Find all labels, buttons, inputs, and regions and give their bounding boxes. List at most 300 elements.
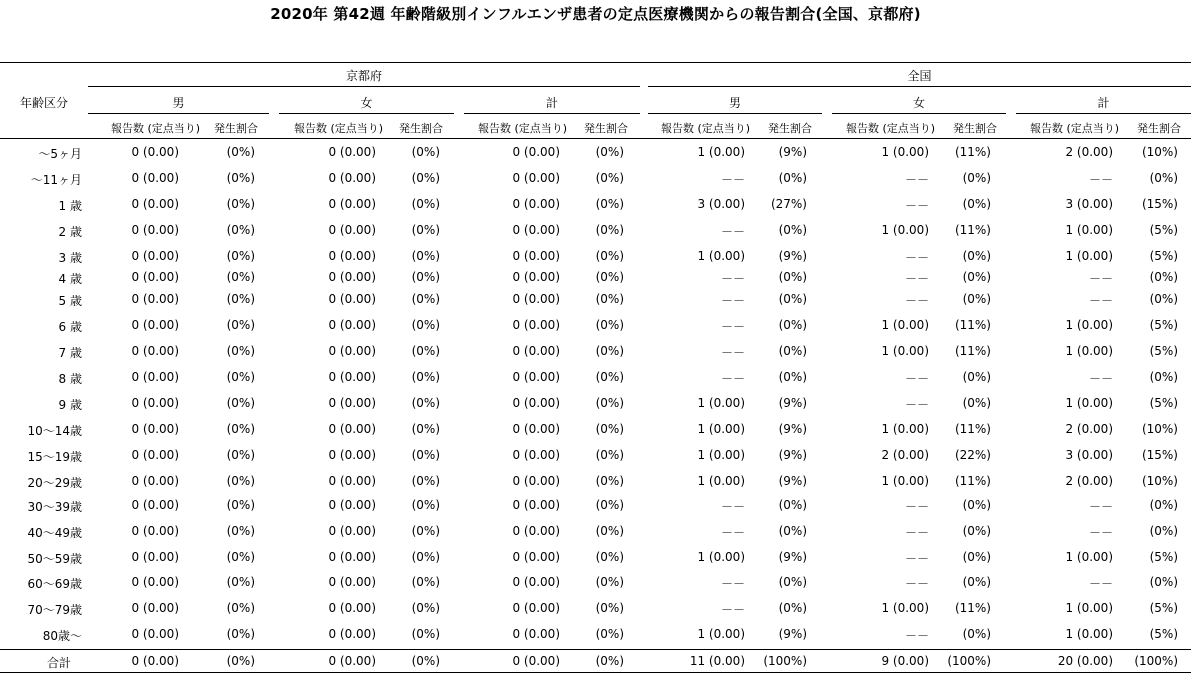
rate-header: 発生割合 (399, 122, 443, 135)
report-count-cell: －－ (720, 500, 745, 514)
rate-cell: (0%) (226, 448, 255, 462)
rate-cell: (0%) (226, 474, 255, 488)
report-count-cell: 0 (0.00) (512, 197, 560, 211)
rate-cell: (0%) (962, 249, 991, 263)
region-rule-kyoto (88, 86, 640, 87)
report-count-cell: －－ (720, 173, 745, 187)
rate-cell: (100%) (947, 654, 991, 668)
report-count-cell: 0 (0.00) (328, 370, 376, 384)
age-group-label: 70～79歳 (27, 603, 82, 617)
report-count-cell: 0 (0.00) (131, 601, 179, 615)
report-count-cell: 1 (0.00) (1065, 550, 1113, 564)
age-group-label: 7 歳 (58, 346, 82, 360)
sex-rule-kyoto-total (464, 113, 640, 114)
report-count-cell: －－ (904, 629, 929, 643)
rate-cell: (11%) (954, 344, 991, 358)
age-group-label: 30～39歳 (27, 500, 82, 514)
report-count-header: 報告数 (定点当り) (294, 122, 384, 135)
rate-cell: (9%) (778, 627, 807, 641)
report-count-cell: －－ (904, 398, 929, 412)
report-count-cell: 2 (0.00) (1065, 474, 1113, 488)
report-count-cell: －－ (720, 294, 745, 308)
report-count-cell: 0 (0.00) (512, 498, 560, 512)
rate-cell: (0%) (778, 370, 807, 384)
header-bottom-rule (0, 138, 1191, 139)
rate-cell: (0%) (411, 498, 440, 512)
rate-cell: (0%) (778, 318, 807, 332)
report-count-cell: 1 (0.00) (1065, 318, 1113, 332)
report-count-cell: 1 (0.00) (1065, 223, 1113, 237)
report-count-cell: 0 (0.00) (131, 654, 179, 668)
report-count-cell: 0 (0.00) (328, 145, 376, 159)
report-count-cell: －－ (904, 577, 929, 591)
rate-cell: (0%) (226, 396, 255, 410)
report-count-cell: －－ (1088, 272, 1113, 286)
rate-cell: (0%) (595, 422, 624, 436)
rate-cell: (0%) (962, 396, 991, 410)
rate-cell: (0%) (226, 344, 255, 358)
rate-cell: (5%) (1149, 249, 1178, 263)
report-count-cell: 0 (0.00) (131, 223, 179, 237)
report-count-cell: 3 (0.00) (697, 197, 745, 211)
rate-cell: (5%) (1149, 318, 1178, 332)
sex-header-national-female: 女 (912, 96, 925, 110)
report-count-header: 報告数 (定点当り) (111, 122, 201, 135)
report-count-cell: 0 (0.00) (131, 524, 179, 538)
age-group-label: 4 歳 (58, 272, 82, 286)
rate-cell: (15%) (1141, 197, 1178, 211)
rate-cell: (0%) (962, 197, 991, 211)
report-count-cell: 1 (0.00) (881, 601, 929, 615)
sex-header-kyoto-total: 計 (545, 96, 558, 110)
report-count-cell: 0 (0.00) (131, 292, 179, 306)
rate-cell: (0%) (411, 654, 440, 668)
report-count-cell: 0 (0.00) (131, 197, 179, 211)
age-group-label: 2 歳 (58, 225, 82, 239)
report-count-cell: 1 (0.00) (1065, 601, 1113, 615)
report-count-cell: 0 (0.00) (512, 474, 560, 488)
report-count-cell: 1 (0.00) (697, 396, 745, 410)
rate-cell: (0%) (778, 223, 807, 237)
rate-cell: (27%) (770, 197, 807, 211)
rate-cell: (0%) (595, 474, 624, 488)
report-count-cell: 0 (0.00) (512, 448, 560, 462)
report-count-cell: －－ (904, 294, 929, 308)
rate-cell: (0%) (411, 370, 440, 384)
rate-cell: (0%) (226, 292, 255, 306)
report-count-cell: －－ (904, 526, 929, 540)
age-group-label: 10～14歳 (27, 424, 82, 438)
report-count-cell: －－ (904, 251, 929, 265)
rate-cell: (10%) (1141, 422, 1178, 436)
report-count-cell: 0 (0.00) (328, 627, 376, 641)
rate-cell: (9%) (778, 396, 807, 410)
report-count-cell: －－ (904, 500, 929, 514)
age-column-header: 年齢区分 (19, 96, 68, 110)
rate-cell: (0%) (226, 370, 255, 384)
report-count-cell: －－ (720, 577, 745, 591)
report-count-cell: 0 (0.00) (512, 575, 560, 589)
report-count-cell: 1 (0.00) (881, 223, 929, 237)
report-count-cell: 0 (0.00) (328, 575, 376, 589)
report-count-cell: －－ (1088, 294, 1113, 308)
sex-header-national-male: 男 (728, 96, 741, 110)
rate-cell: (0%) (1149, 524, 1178, 538)
rate-cell: (0%) (595, 370, 624, 384)
report-count-cell: 0 (0.00) (512, 270, 560, 284)
rate-cell: (0%) (595, 601, 624, 615)
report-count-cell: －－ (720, 225, 745, 239)
report-count-cell: 0 (0.00) (512, 223, 560, 237)
report-count-cell: 1 (0.00) (881, 422, 929, 436)
report-count-cell: －－ (904, 173, 929, 187)
rate-cell: (0%) (411, 344, 440, 358)
report-count-cell: －－ (904, 199, 929, 213)
report-count-cell: 0 (0.00) (131, 318, 179, 332)
age-group-label: 50～59歳 (27, 552, 82, 566)
report-count-cell: 0 (0.00) (328, 171, 376, 185)
age-group-label: 80歳～ (42, 629, 82, 643)
rate-cell: (0%) (962, 627, 991, 641)
report-count-cell: 0 (0.00) (512, 627, 560, 641)
rate-cell: (0%) (226, 601, 255, 615)
rate-cell: (0%) (226, 524, 255, 538)
rate-cell: (0%) (595, 448, 624, 462)
rate-cell: (0%) (226, 550, 255, 564)
report-count-cell: 0 (0.00) (131, 448, 179, 462)
report-count-cell: －－ (720, 603, 745, 617)
report-count-cell: 0 (0.00) (328, 270, 376, 284)
sex-rule-national-female (832, 113, 1006, 114)
sex-header-national-total: 計 (1097, 96, 1110, 110)
rate-cell: (0%) (411, 396, 440, 410)
rate-cell: (0%) (411, 270, 440, 284)
rate-cell: (0%) (962, 575, 991, 589)
report-count-cell: 0 (0.00) (512, 550, 560, 564)
report-count-cell: 3 (0.00) (1065, 197, 1113, 211)
age-group-label: 15～19歳 (27, 450, 82, 464)
sex-rule-national-total (1016, 113, 1191, 114)
rate-cell: (0%) (595, 344, 624, 358)
rate-cell: (0%) (962, 550, 991, 564)
report-count-cell: 1 (0.00) (697, 145, 745, 159)
report-count-cell: 1 (0.00) (697, 550, 745, 564)
rate-cell: (0%) (411, 249, 440, 263)
report-count-cell: 0 (0.00) (131, 575, 179, 589)
report-count-cell: 0 (0.00) (131, 270, 179, 284)
region-rule-national (648, 86, 1191, 87)
report-count-cell: 1 (0.00) (1065, 396, 1113, 410)
rate-cell: (0%) (411, 474, 440, 488)
rate-cell: (0%) (595, 171, 624, 185)
total-row-label: 合計 (46, 656, 71, 670)
rate-cell: (5%) (1149, 601, 1178, 615)
report-count-cell: 0 (0.00) (131, 627, 179, 641)
rate-cell: (0%) (411, 601, 440, 615)
rate-cell: (0%) (411, 318, 440, 332)
report-count-cell: 2 (0.00) (1065, 422, 1113, 436)
rate-cell: (0%) (1149, 370, 1178, 384)
total-bottom-rule (0, 672, 1191, 673)
rate-cell: (0%) (226, 422, 255, 436)
rate-cell: (0%) (1149, 292, 1178, 306)
report-count-cell: 1 (0.00) (1065, 249, 1113, 263)
age-group-label: 9 歳 (58, 398, 82, 412)
rate-cell: (0%) (226, 318, 255, 332)
rate-cell: (11%) (954, 318, 991, 332)
rate-cell: (9%) (778, 474, 807, 488)
rate-cell: (0%) (411, 448, 440, 462)
rate-cell: (9%) (778, 422, 807, 436)
rate-cell: (0%) (1149, 171, 1178, 185)
report-count-cell: 1 (0.00) (697, 627, 745, 641)
report-count-cell: 0 (0.00) (328, 318, 376, 332)
rate-header: 発生割合 (584, 122, 628, 135)
report-count-header: 報告数 (定点当り) (846, 122, 936, 135)
report-count-cell: 0 (0.00) (328, 344, 376, 358)
report-count-cell: 0 (0.00) (328, 197, 376, 211)
rate-cell: (0%) (411, 171, 440, 185)
report-count-cell: 0 (0.00) (131, 370, 179, 384)
rate-cell: (0%) (778, 344, 807, 358)
report-count-cell: －－ (1088, 500, 1113, 514)
age-group-label: 8 歳 (58, 372, 82, 386)
report-count-cell: －－ (1088, 173, 1113, 187)
report-count-cell: 0 (0.00) (328, 550, 376, 564)
region-label-kyoto: 京都府 (345, 69, 382, 83)
rate-cell: (9%) (778, 448, 807, 462)
rate-cell: (11%) (954, 601, 991, 615)
rate-cell: (0%) (226, 223, 255, 237)
region-label-national: 全国 (907, 69, 932, 83)
age-group-label: 60～69歳 (27, 577, 82, 591)
rate-header: 発生割合 (214, 122, 258, 135)
report-count-cell: －－ (904, 552, 929, 566)
report-count-cell: 1 (0.00) (1065, 344, 1113, 358)
report-count-cell: 0 (0.00) (512, 344, 560, 358)
report-count-cell: 0 (0.00) (512, 318, 560, 332)
report-count-cell: 0 (0.00) (328, 654, 376, 668)
rate-cell: (0%) (226, 145, 255, 159)
rate-cell: (5%) (1149, 550, 1178, 564)
report-count-cell: 0 (0.00) (328, 601, 376, 615)
age-group-label: 20～29歳 (27, 476, 82, 490)
report-count-cell: －－ (720, 372, 745, 386)
rate-cell: (0%) (778, 292, 807, 306)
rate-cell: (0%) (1149, 498, 1178, 512)
report-count-cell: 0 (0.00) (512, 145, 560, 159)
rate-cell: (0%) (411, 550, 440, 564)
report-count-cell: 2 (0.00) (881, 448, 929, 462)
report-count-cell: 0 (0.00) (328, 422, 376, 436)
age-group-label: 5 歳 (58, 294, 82, 308)
report-count-cell: 0 (0.00) (512, 422, 560, 436)
rate-cell: (0%) (595, 270, 624, 284)
rate-cell: (0%) (595, 292, 624, 306)
rate-cell: (15%) (1141, 448, 1178, 462)
rate-cell: (0%) (411, 292, 440, 306)
rate-cell: (0%) (226, 249, 255, 263)
report-count-cell: 11 (0.00) (689, 654, 745, 668)
rate-header: 発生割合 (953, 122, 997, 135)
age-group-label: 40～49歳 (27, 526, 82, 540)
report-count-cell: 1 (0.00) (881, 145, 929, 159)
rate-cell: (0%) (778, 524, 807, 538)
page-title: 2020年 第42週 年齢階級別インフルエンザ患者の定点医療機関からの報告割合(全国、京都府) (270, 5, 921, 23)
rate-cell: (0%) (1149, 575, 1178, 589)
age-group-label: 1 歳 (58, 199, 82, 213)
report-count-cell: －－ (720, 272, 745, 286)
report-count-cell: 20 (0.00) (1057, 654, 1113, 668)
sex-rule-kyoto-male (88, 113, 269, 114)
rate-cell: (0%) (595, 197, 624, 211)
report-count-cell: 0 (0.00) (512, 292, 560, 306)
report-count-cell: 1 (0.00) (881, 344, 929, 358)
report-count-cell: 0 (0.00) (512, 396, 560, 410)
report-count-cell: 0 (0.00) (328, 524, 376, 538)
report-count-cell: －－ (1088, 526, 1113, 540)
report-count-cell: 0 (0.00) (131, 344, 179, 358)
report-count-cell: 0 (0.00) (131, 498, 179, 512)
rate-cell: (0%) (411, 145, 440, 159)
report-count-cell: 0 (0.00) (328, 249, 376, 263)
rate-cell: (0%) (595, 498, 624, 512)
report-count-cell: 0 (0.00) (131, 396, 179, 410)
report-count-cell: 0 (0.00) (131, 171, 179, 185)
report-count-cell: 1 (0.00) (1065, 627, 1113, 641)
report-count-cell: 0 (0.00) (512, 524, 560, 538)
rate-cell: (0%) (962, 498, 991, 512)
age-group-label: ～5ヶ月 (38, 147, 82, 161)
report-count-cell: 3 (0.00) (1065, 448, 1113, 462)
rate-cell: (0%) (226, 575, 255, 589)
rate-cell: (9%) (778, 550, 807, 564)
rate-cell: (9%) (778, 249, 807, 263)
report-count-cell: 9 (0.00) (881, 654, 929, 668)
rate-cell: (0%) (1149, 270, 1178, 284)
report-count-cell: 1 (0.00) (881, 474, 929, 488)
rate-cell: (0%) (411, 575, 440, 589)
rate-cell: (5%) (1149, 223, 1178, 237)
report-count-cell: －－ (1088, 372, 1113, 386)
rate-cell: (0%) (595, 223, 624, 237)
report-count-cell: －－ (904, 272, 929, 286)
rate-cell: (0%) (226, 197, 255, 211)
rate-cell: (11%) (954, 422, 991, 436)
rate-cell: (100%) (763, 654, 807, 668)
rate-cell: (0%) (962, 171, 991, 185)
report-count-cell: 0 (0.00) (328, 498, 376, 512)
rate-cell: (0%) (411, 627, 440, 641)
rate-cell: (11%) (954, 145, 991, 159)
report-count-cell: 0 (0.00) (512, 171, 560, 185)
rate-cell: (0%) (778, 171, 807, 185)
report-count-header: 報告数 (定点当り) (1030, 122, 1120, 135)
rate-header: 発生割合 (768, 122, 812, 135)
rate-cell: (5%) (1149, 627, 1178, 641)
rate-cell: (0%) (595, 654, 624, 668)
rate-cell: (11%) (954, 223, 991, 237)
sex-rule-kyoto-female (279, 113, 454, 114)
report-count-cell: 0 (0.00) (512, 249, 560, 263)
report-count-cell: 1 (0.00) (697, 474, 745, 488)
report-count-header: 報告数 (定点当り) (661, 122, 751, 135)
report-count-header: 報告数 (定点当り) (478, 122, 568, 135)
sex-header-kyoto-female: 女 (360, 96, 373, 110)
rate-cell: (0%) (226, 171, 255, 185)
report-count-cell: －－ (720, 346, 745, 360)
report-count-cell: 0 (0.00) (328, 396, 376, 410)
report-count-cell: 0 (0.00) (328, 474, 376, 488)
report-count-cell: －－ (720, 526, 745, 540)
sex-rule-national-male (648, 113, 822, 114)
rate-cell: (0%) (411, 524, 440, 538)
age-group-label: 3 歳 (58, 251, 82, 265)
rate-cell: (11%) (954, 474, 991, 488)
total-top-rule (0, 649, 1191, 650)
rate-cell: (0%) (411, 422, 440, 436)
report-count-cell: 0 (0.00) (131, 474, 179, 488)
report-count-cell: 0 (0.00) (328, 292, 376, 306)
rate-cell: (0%) (595, 396, 624, 410)
rate-cell: (9%) (778, 145, 807, 159)
rate-cell: (0%) (595, 550, 624, 564)
rate-cell: (0%) (226, 270, 255, 284)
report-count-cell: 0 (0.00) (328, 448, 376, 462)
report-count-cell: 0 (0.00) (131, 550, 179, 564)
rate-cell: (0%) (595, 524, 624, 538)
rate-cell: (0%) (962, 292, 991, 306)
table-top-rule (0, 62, 1191, 63)
report-count-cell: 0 (0.00) (131, 249, 179, 263)
rate-cell: (0%) (962, 524, 991, 538)
rate-cell: (10%) (1141, 474, 1178, 488)
report-count-cell: －－ (904, 372, 929, 386)
sex-header-kyoto-male: 男 (172, 96, 185, 110)
rate-cell: (0%) (778, 270, 807, 284)
rate-cell: (0%) (962, 370, 991, 384)
rate-cell: (10%) (1141, 145, 1178, 159)
rate-cell: (0%) (778, 601, 807, 615)
report-count-cell: 0 (0.00) (512, 601, 560, 615)
rate-cell: (0%) (778, 575, 807, 589)
rate-header: 発生割合 (1137, 122, 1181, 135)
report-count-cell: 1 (0.00) (697, 249, 745, 263)
age-group-label: ～11ヶ月 (30, 173, 82, 187)
report-count-cell: 0 (0.00) (512, 654, 560, 668)
rate-cell: (0%) (226, 654, 255, 668)
rate-cell: (0%) (226, 498, 255, 512)
rate-cell: (0%) (411, 197, 440, 211)
age-group-label: 6 歳 (58, 320, 82, 334)
rate-cell: (0%) (778, 498, 807, 512)
rate-cell: (0%) (595, 627, 624, 641)
report-count-cell: 0 (0.00) (131, 422, 179, 436)
rate-cell: (100%) (1134, 654, 1178, 668)
report-count-cell: －－ (720, 320, 745, 334)
report-count-cell: 0 (0.00) (328, 223, 376, 237)
report-count-cell: 0 (0.00) (512, 370, 560, 384)
report-count-cell: 1 (0.00) (697, 448, 745, 462)
rate-cell: (0%) (595, 145, 624, 159)
rate-cell: (5%) (1149, 396, 1178, 410)
rate-cell: (0%) (962, 270, 991, 284)
rate-cell: (0%) (226, 627, 255, 641)
rate-cell: (0%) (595, 318, 624, 332)
report-count-cell: 1 (0.00) (697, 422, 745, 436)
rate-cell: (0%) (595, 575, 624, 589)
report-count-cell: 0 (0.00) (131, 145, 179, 159)
